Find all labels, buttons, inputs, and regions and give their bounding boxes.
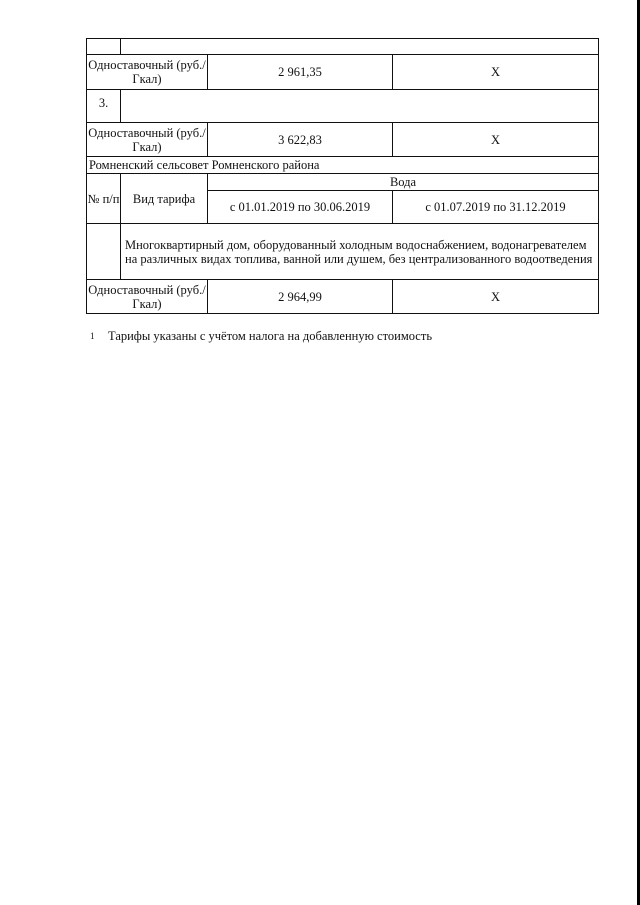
header-number: № п/п <box>87 174 121 224</box>
header-water: Вода <box>208 174 599 191</box>
footnote <box>90 329 432 344</box>
table-row <box>87 280 599 314</box>
cell-empty <box>121 39 599 55</box>
mark-cell: X <box>393 55 599 90</box>
price-cell: 2 964,99 <box>208 280 393 314</box>
mark-cell: X <box>393 123 599 157</box>
section-number: 3. <box>87 90 121 123</box>
tariff-type-cell: Одноставочный (руб./Гкал) <box>87 280 208 314</box>
cell-empty <box>87 224 121 280</box>
tariff-type-cell: Одноставочный (руб./Гкал) <box>87 55 208 90</box>
table-row <box>87 55 599 90</box>
price-cell: 2 961,35 <box>208 55 393 90</box>
header-tariff-type: Вид тарифа <box>121 174 208 224</box>
table-row-section <box>87 90 599 123</box>
settlement-name: Ромненский сельсовет Ромненского района <box>87 157 599 174</box>
table-header-row <box>87 174 599 191</box>
price-cell: 3 622,83 <box>208 123 393 157</box>
header-period-2: с 01.07.2019 по 31.12.2019 <box>393 191 599 224</box>
header-period-1: с 01.01.2019 по 30.06.2019 <box>208 191 393 224</box>
settlement-row <box>87 157 599 174</box>
footnote-marker: 1 <box>90 331 95 341</box>
table-row <box>87 123 599 157</box>
footnote-text: Тарифы указаны с учётом налога на добавленную стоимость <box>108 329 433 343</box>
mark-cell: X <box>393 280 599 314</box>
cell-empty <box>87 39 121 55</box>
building-type-row <box>87 224 599 280</box>
tariff-table <box>86 38 599 314</box>
table-row-empty-top <box>87 39 599 55</box>
cell-empty <box>121 90 599 123</box>
building-type-description: Многоквартирный дом, оборудованный холодным водоснабжением, водонагревателем на различных видах топлива, ванной или душем, без централизованного водоотведения <box>121 224 599 280</box>
tariff-type-cell: Одноставочный (руб./Гкал) <box>87 123 208 157</box>
